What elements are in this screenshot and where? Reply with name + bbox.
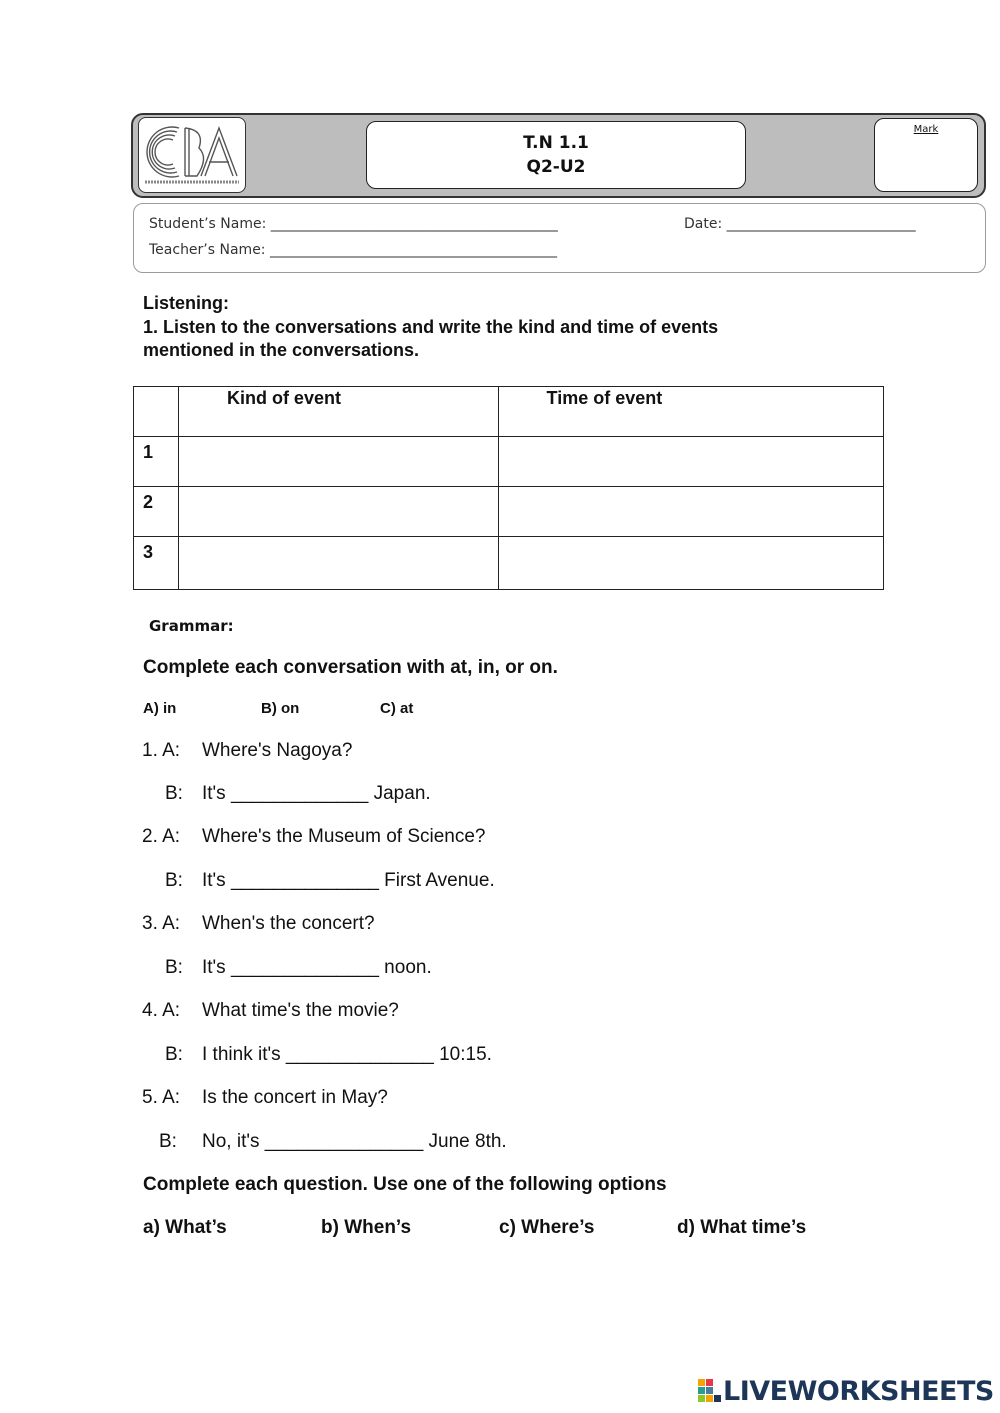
conv3-a-number: 3. A: [142,913,181,934]
grammar-instruction: Complete each conversation with at, in, or on. [143,657,558,678]
question-option-a: a) What’s [143,1217,227,1238]
worksheet-title-box [366,121,746,189]
header-kind-of-event: Kind of event [178,387,498,437]
question-option-d: d) What time’s [677,1217,807,1238]
conv1-a-number: 1. A: [142,740,181,761]
student-name-field[interactable]: _________________________________________ [270,216,558,232]
table-row [134,487,884,537]
conv1-b-label: B: [165,783,183,804]
mark-label: Mark [913,124,939,135]
conv3-b-label: B: [165,957,183,978]
conv4-a-text: What time's the movie? [202,1000,399,1021]
conv5-b-label: B: [159,1131,177,1152]
logo-graphic [139,118,244,191]
grammar-heading: Grammar: [149,617,234,635]
teacher-name-label: Teacher’s Name: [149,242,266,258]
svg-text:CBA: CBA [143,152,146,153]
conv1-b-text[interactable]: It's _____________ Japan. [202,783,431,804]
listening-instruction-line2: mentioned in the conversations. [143,340,420,360]
question-option-b: b) When’s [321,1217,412,1238]
brand-name: LIVEWORKSHEETS [723,1376,994,1407]
question-option-c: c) Where’s [499,1217,595,1238]
conv4-b-text[interactable]: I think it's ______________ 10:15. [202,1044,492,1065]
liveworksheets-brand[interactable] [697,1376,994,1407]
worksheet-unit: Q2-U2 [526,157,586,177]
row-number: 3 [134,537,179,590]
teacher-name-row [149,242,557,258]
listening-heading: Listening: [143,293,229,313]
conv2-a-number: 2. A: [142,826,181,847]
listening-instruction-line1: 1. Listen to the conversations and write the kind and time of events [143,317,719,337]
kind-cell-3[interactable] [178,537,498,590]
conv3-b-text[interactable]: It's ______________ noon. [202,957,432,978]
conv4-a-number: 4. A: [142,1000,181,1021]
option-a: A) in [143,700,177,717]
mark-box[interactable] [874,118,978,192]
student-info-box [133,203,986,273]
option-c: C) at [380,700,414,717]
conv2-b-label: B: [165,870,183,891]
option-b: B) on [261,700,300,717]
liveworksheets-logo-icon [697,1377,723,1407]
events-table [133,386,884,590]
conv1-a-text: Where's Nagoya? [202,740,353,761]
student-name-label: Student’s Name: [149,216,267,232]
conv2-b-text[interactable]: It's ______________ First Avenue. [202,870,495,891]
kind-cell-2[interactable] [178,487,498,537]
date-field[interactable]: ___________________________ [726,216,916,232]
header-time-of-event: Time of event [498,387,883,437]
time-cell-1[interactable] [498,437,883,487]
row-number: 1 [134,437,179,487]
header-cell-blank [134,387,179,437]
date-label: Date: [684,216,723,232]
conv5-a-number: 5. A: [142,1087,181,1108]
row-number: 2 [134,487,179,537]
conv2-a-text: Where's the Museum of Science? [202,826,486,847]
kind-cell-1[interactable] [178,437,498,487]
conv5-a-text: Is the concert in May? [202,1087,388,1108]
student-name-row [149,216,558,232]
conv4-b-label: B: [165,1044,183,1065]
questions-instruction: Complete each question. Use one of the following options [143,1174,667,1195]
school-logo [138,117,246,193]
date-row [684,216,916,232]
table-row [134,437,884,487]
conv3-a-text: When's the concert? [202,913,375,934]
time-cell-2[interactable] [498,487,883,537]
teacher-name-field[interactable]: _________________________________________ [269,242,557,258]
time-cell-3[interactable] [498,537,883,590]
table-row [134,537,884,590]
worksheet-code: T.N 1.1 [523,133,589,153]
conv5-b-text[interactable]: No, it's _______________ June 8th. [202,1131,507,1152]
table-header-row [134,387,884,437]
